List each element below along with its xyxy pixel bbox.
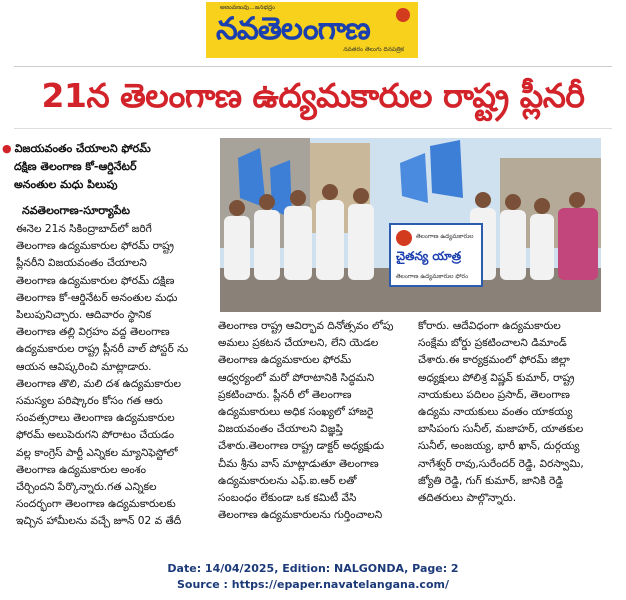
body-text-line: సంవత్సరాలు తెలంగాణ ఉద్యమకారుల bbox=[16, 412, 175, 425]
body-text-line: నాయకులు పదిలం ప్రసాద్, తెలంగాణ bbox=[418, 388, 570, 401]
article-column-2 bbox=[218, 318, 393, 524]
body-text-line: ఆయన ఆవిష్కరించి మాట్లాడారు. bbox=[16, 360, 152, 373]
subhead-1 bbox=[2, 142, 151, 158]
body-text-line: ఇచ్చిన హామీలను వచ్చే జూన్ 02 వ తేదీ bbox=[16, 515, 182, 528]
body-text-line: సంక్షేమ బోర్డు ప్రకటించాలని డిమాండ్ bbox=[418, 337, 567, 350]
bullet-icon: ● bbox=[2, 142, 12, 155]
article-column-3 bbox=[418, 318, 584, 507]
body-text-line: ఉద్యమకారుల రాష్ట్ర ప్లీనరీ వాల్ పోస్టర్ ను bbox=[16, 343, 189, 356]
body-text-line: నాగేశ్వర్ రావు,సురేందర్ రెడ్డి, విరస్వామి, bbox=[418, 457, 584, 470]
masthead-logo bbox=[206, 2, 418, 58]
rally-photo bbox=[220, 138, 601, 312]
body-text-line: ఆధ్వర్యంలో మరో పోరాటానికి సిద్ధమని bbox=[218, 371, 375, 384]
body-text-line: వల్ల కాంగ్రెస్ పార్టీ ఎన్నికల మ్యానిఫెస్టోలో bbox=[16, 446, 178, 459]
subhead-3: అనంతుల మధు పిలుపు bbox=[14, 178, 118, 191]
body-text-line: సంబంధం లేకుండా ఒక కమిటీ వేసి bbox=[218, 492, 357, 505]
header-divider bbox=[14, 66, 612, 67]
banner-bottom: తెలంగాణ ఉద్యమకారుల ఫోరం bbox=[396, 273, 469, 280]
body-text-line: ప్రకటించారు. ప్లీనరీ లో తెలంగాణ bbox=[218, 388, 352, 401]
masthead-title: నవతెలంగాణ bbox=[216, 11, 370, 47]
body-text-line: పిలుపునిచ్చారు. ఆదివారం స్థానిక bbox=[16, 309, 152, 322]
body-text-line: విజయవంతం చేయాలని విజ్ఞప్తి bbox=[218, 423, 343, 436]
body-text-line: తెలంగాణ ఉద్యమకారులను గుర్తించాలని bbox=[218, 509, 383, 522]
masthead-subtitle: నవతరం తెలుగు దినపత్రిక bbox=[343, 46, 404, 53]
body-text-line: ఫోరమ్ అలుపెరుగని పోరాటం చేయడం bbox=[16, 429, 175, 442]
body-text-line: ఉద్యమకారులను ఎఫ్.ఐ.ఆర్ లతో bbox=[218, 474, 357, 487]
body-text-line: తదితరులు పాల్గొన్నారు. bbox=[418, 492, 517, 505]
article-column-1 bbox=[16, 221, 188, 531]
body-text-line: ఈనెల 21న సికింద్రాబాద్‌లో జరిగే bbox=[16, 223, 152, 235]
body-text-line: ఉద్యమకారులు అధిక సంఖ్యలో హాజరై bbox=[218, 406, 374, 419]
body-text-line: బాసిపంగు సునీల్, మజాహర్, యాతకుల bbox=[418, 423, 584, 436]
footer-source: Source : https://epaper.navatelangana.com/ bbox=[177, 578, 449, 591]
masthead-tagline: అణువణువు...జనభద్రం bbox=[220, 4, 276, 11]
body-text-line: కోరారు. ఆదేవిధంగా ఉద్యమకారుల bbox=[418, 320, 561, 332]
body-text-line: చేశారు.ఈ కార్యక్రమంలో ఫోరమ్ జిల్లా bbox=[418, 354, 570, 367]
footer-date-edition: Date: 14/04/2025, Edition: NALGONDA, Page: 2 bbox=[167, 562, 459, 575]
body-text-line: సునీల్, అంజయ్య, భారీ ఖాన్, దుర్గయ్య bbox=[418, 440, 580, 453]
body-text-line: తెలంగాణ ఉద్యమకారుల ఫోరమ్ రాష్ట్ర bbox=[16, 240, 175, 253]
body-text-line: తెలంగాణ ఉద్యమకారుల ఫోరమ్ దక్షిణ bbox=[16, 274, 175, 287]
body-text-line: ఉద్యమ నాయకులు వంతం యాకయ్య bbox=[418, 406, 573, 419]
subhead-2: దక్షిణ తెలంగాణ కో-ఆర్డినేటర్ bbox=[14, 160, 137, 173]
body-text-line: ప్లీనరీని విజయవంతం చేయాలని bbox=[16, 257, 147, 270]
body-text-line: చేర్చిందని పేర్కొన్నారు.గత ఎన్నికల bbox=[16, 481, 157, 494]
banner-top: తెలంగాణ ఉద్యమకారుల bbox=[416, 233, 474, 240]
body-text-line: సందర్భంగా తెలంగాణ ఉద్యమకారులకు bbox=[16, 498, 176, 511]
body-text-line: తెలంగాణ తల్లి విగ్రహం వద్ద తెలంగాణ bbox=[16, 326, 170, 339]
body-text-line: తెలంగాణ తొలి, మలి దశ ఉద్యమకారుల bbox=[16, 377, 182, 390]
article-photo bbox=[220, 138, 601, 312]
body-text-line: సమస్యల పరిష్కారం కోసం గత ఆరు bbox=[16, 395, 163, 408]
body-text-line: అధ్యక్షులు పోలిశ్ర విష్ణవ్ కుమార్, రాష్ట్ర bbox=[418, 371, 575, 384]
body-text-line: తెలంగాణ ఉద్యమకారుల ఫోరమ్ bbox=[218, 354, 352, 367]
banner-main: చైతన్య యాత్ర bbox=[396, 249, 462, 263]
body-text-line: తెలంగాణ ఉద్యమకారుల అంశం bbox=[16, 463, 146, 476]
body-text-line: తెలంగాణ కో-ఆర్డినేటర్ అనంతుల మధు bbox=[16, 291, 178, 304]
subhead-1-text: విజయవంతం చేయాలని ఫోరమ్ bbox=[14, 142, 151, 155]
body-text-line: చేశారు.తెలంగాణ రాష్ట్ర డాక్టర్ అధ్యక్షుడు bbox=[218, 440, 385, 453]
body-text-line: అమలు ప్రకటన చేయాలని, లేని యెడల bbox=[218, 337, 379, 350]
article-headline: 21న తెలంగాణ ఉద్యమకారుల రాష్ట్ర ప్లీనరీ bbox=[41, 76, 585, 115]
logo-emblem-icon bbox=[396, 8, 410, 22]
body-text-line: చీమ శ్రీను వాస్ మాట్లాడుతూ తెలంగాణ bbox=[218, 457, 379, 470]
body-text-line: తెలంగాణ రాష్ట్ర ఆవిర్భావ దినోత్సవం లోపు bbox=[218, 320, 394, 332]
byline: నవతెలంగాణ-సూర్యాపేట bbox=[22, 204, 130, 217]
body-text-line: జ్యోతి రెడ్డి, గుగ్ కుమార్, జానికి రెడ్డి bbox=[418, 474, 564, 487]
